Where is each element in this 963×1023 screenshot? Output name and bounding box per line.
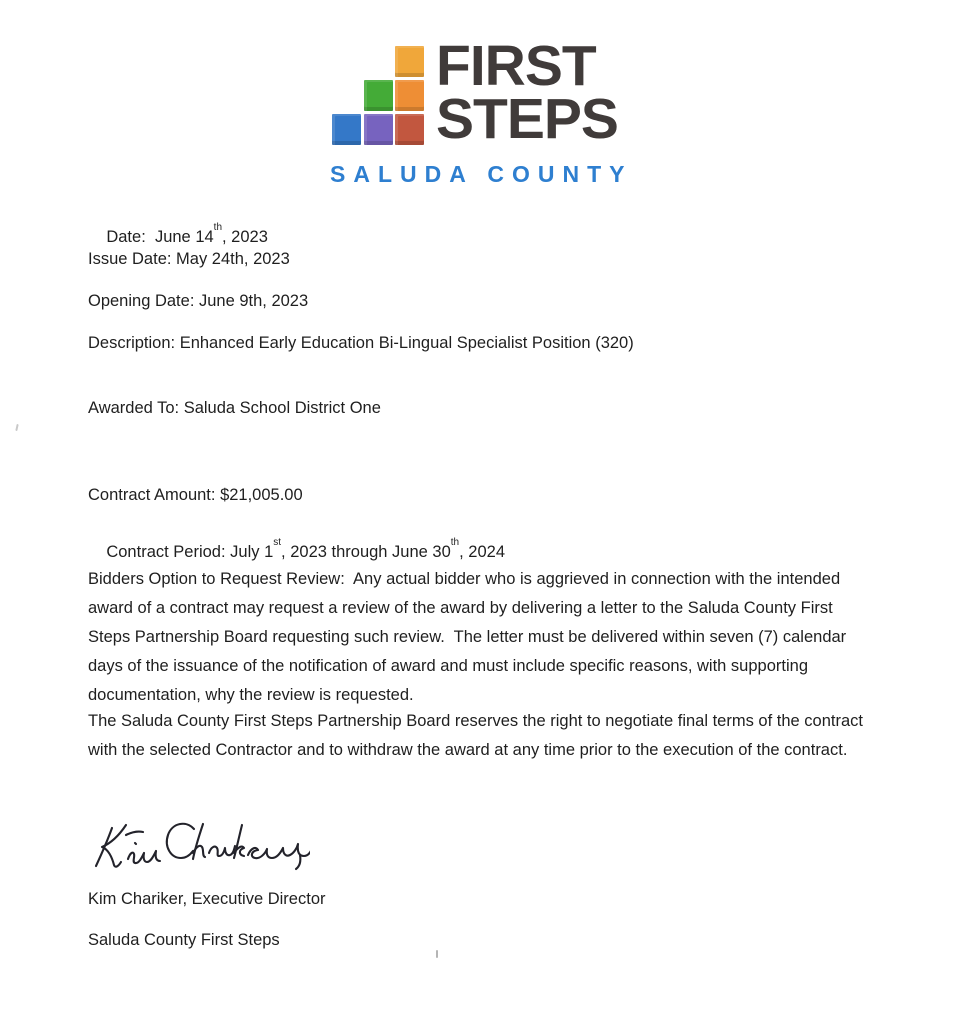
date-ordinal-superscript: th	[213, 221, 223, 233]
awarded-to-line: Awarded To: Saluda School District One	[88, 399, 381, 417]
description-line: Description: Enhanced Early Education Bi-Lingual Specialist Position (320)	[88, 334, 634, 352]
signature-image	[90, 812, 310, 882]
signature-strokes	[90, 812, 310, 882]
contract-period-part1: Contract Period: July 1	[106, 543, 274, 561]
logo-wordmark	[436, 34, 618, 151]
scan-artifact	[436, 950, 438, 958]
issue-date-line: Issue Date: May 24th, 2023	[88, 250, 290, 268]
bidders-option-paragraph: Bidders Option to Request Review: Any actual bidder who is aggrieved in connection with the intended award of a contract may request a review of the award by delivering a letter to the Saluda County First Steps Partnership Board requesting such review. The letter must be delivered within seven (7) calendar days of the issuance of the notification of award and must include specific reasons, with supporting documentation, why the review is requested.	[88, 570, 851, 704]
opening-date-line: Opening Date: June 9th, 2023	[88, 292, 309, 310]
contract-period-superscript2: th	[450, 536, 460, 548]
date-suffix: , 2023	[222, 228, 268, 246]
board-rights-paragraph: The Saluda County First Steps Partnership Board reserves the right to negotiate final terms of the contract with the selected Contractor and to withdraw the award at any time prior to the execution of the contract.	[88, 712, 868, 759]
contract-period-superscript1: st	[273, 536, 282, 548]
contract-period-part3: , 2024	[459, 543, 505, 561]
logo-square-brick	[395, 114, 424, 145]
signer-name-title-line: Kim Chariker, Executive Director	[88, 890, 326, 908]
logo-wordmark-line2: STEPS	[436, 87, 618, 151]
scan-artifact	[15, 424, 18, 431]
organization-line: Saluda County First Steps	[88, 931, 280, 949]
logo-square-yellow	[395, 46, 424, 77]
logo-square-green	[364, 80, 393, 111]
logo-square-orange	[395, 80, 424, 111]
contract-amount-line: Contract Amount: $21,005.00	[88, 486, 303, 504]
logo-wordmark-line1: FIRST	[436, 34, 596, 98]
logo-squares-icon	[332, 46, 424, 147]
logo-subtitle: SALUDA COUNTY	[330, 161, 633, 187]
logo-square-purple	[364, 114, 393, 145]
date-prefix: Date: June 14	[106, 228, 214, 246]
contract-period-part2: , 2023 through June 30	[281, 543, 451, 561]
logo-square-blue	[332, 114, 361, 145]
